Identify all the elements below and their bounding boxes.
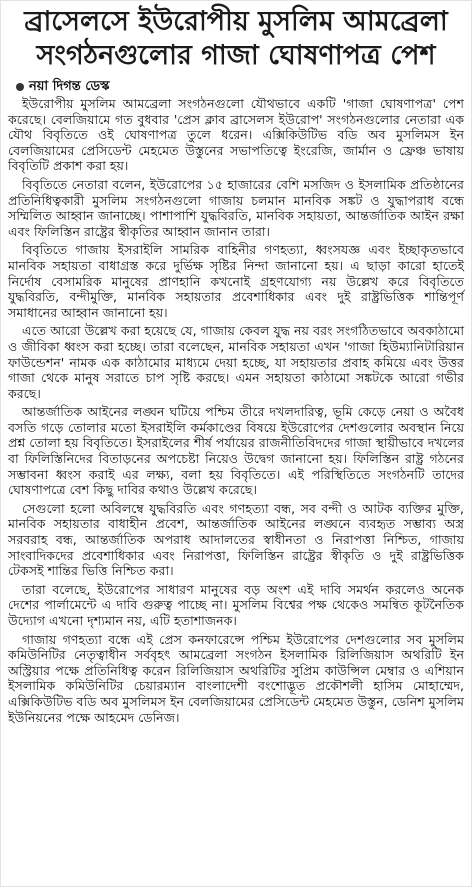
paragraph-6: সেগুলো হলো অবিলম্বে যুদ্ধবিরতি এবং গণহত্যা বন্ধ, সব বন্দী ও আটক ব্যক্তির মুক্তি, মানবিক সহায়তার বাধাহীন প্রবেশ, আন্তর্জাতিক আইনের লঙ্ঘনে ব্যবহৃত সম্ভাব্য অস্ত্র সরবরাহ বন্ধ, আন্তর্জাতিক অপরাধ আদালতের স্বাধীনতা ও নিরাপত্তা নিশ্চিত, গাজায় সাংবাদিকদের প্রবেশাধিকার এবং নিরাপত্তা, ফিলিস্তিন রাষ্ট্রের স্বীকৃতি ও দুই রাষ্ট্রভিত্তিক টেকসই শান্তির ভিত্তি নিশ্চিত করা। — [8, 500, 464, 579]
article-body — [8, 96, 464, 725]
paragraph-8: গাজায় গণহত্যা বন্ধে এই প্রেস কনফারেন্সে পশ্চিম ইউরোপের দেশগুলোর সব মুসলিম কমিউনিটির নেতৃত্বাধীন সর্ববৃহৎ আমব্রেলা সংগঠন ইসলামিক রিলিজিয়াস অথরিটি ইন অস্ট্রিয়ার পক্ষে প্রতিনিধিত্ব করেন রিলিজিয়াস অথরিটির সুপ্রিম কাউন্সিল মেম্বার ও এশিয়ান ইসলামিক কমিউনিটির চেয়ারম্যান বাংলাদেশী বংশোদ্ভূত প্রকৌশলী হাসিম মোহাম্মেদ, এক্সিকিউটিভ বডি অব মুসলিমস ইন বেলজিয়ামের প্রেসিডেন্ট মেহমেত উস্তুন, ডেনিশ মুসলিম ইউনিয়নের পক্ষে আহমেদ ডেনিজ। — [8, 631, 464, 725]
byline — [16, 79, 464, 95]
byline-text: নয়া দিগন্ত ডেস্ক — [29, 78, 110, 94]
paragraph-3: বিবৃতিতে গাজায় ইসরাইলি সামরিক বাহিনীর গণহত্যা, ধ্বংসযজ্ঞ এবং ইচ্ছাকৃতভাবে মানবিক সহায়তা বাধাগ্রস্ত করে দুর্ভিক্ষ সৃষ্টির নিন্দা জানানো হয়। এ ছাড়া কারো হাতেই নির্দোষ বেসামরিক মানুষের প্রাণহানি কখনোই গ্রহণযোগ্য নয় উল্লেখ করে বিবৃতিতে যুদ্ধবিরতি, বন্দীমুক্তি, মানবিক সহায়তার প্রবেশাধিকার এবং দুই রাষ্ট্রভিত্তিক শান্তিপূর্ণ সমাধানের আহ্বান জানানো হয়। — [8, 242, 464, 320]
headline — [8, 5, 464, 73]
paragraph-4: এতে আরো উল্লেখ করা হয়েছে যে, গাজায় কেবল যুদ্ধ নয় বরং সংগঠিতভাবে অবকাঠামো ও জীবিকা ধ্বংস করা হচ্ছে। তারা বলেছেন, মানবিক সহায়তা এখন 'গাজা হিউম্যানিটারিয়ান ফাউন্ডেশন' নামক এক কাঠামোর মাধ্যমে দেয়া হচ্ছে, যা সহায়তার প্রবাহ কমিয়ে এবং উত্তর গাজা থেকে মানুষ সরাতে চাপ সৃষ্টি করছে। এমন সহায়তা কাঠামো সঙ্কটকে আরো গভীর করছে। — [8, 323, 464, 401]
paragraph-1: ইউরোপীয় মুসলিম আমব্রেলা সংগঠনগুলো যৌথভাবে একটি 'গাজা ঘোষণাপত্র' পেশ করেছে। বেলজিয়ামে গত বুধবার 'প্রেস ক্লাব ব্রাসেলস ইউরোপ' সংগঠনগুলোর নেতারা এক যৌথ বিবৃতিতে ওই ঘোষণাপত্র তুলে ধরেন। এক্সিকিউটিভ বডি অব মুসলিমস ইন বেলজিয়ামের প্রেসিডেন্ট মেহমেত উস্তুনের সভাপতিত্বে ইংরেজি, জার্মান ও ফ্রেঞ্চ ভাষায় বিবৃতিটি প্রকাশ করা হয়। — [8, 96, 464, 174]
headline-line-1: ব্রাসেলসে ইউরোপীয় মুসলিম আমব্রেলা — [24, 6, 448, 37]
paragraph-5: আন্তর্জাতিক আইনের লঙ্ঘন ঘটিয়ে পশ্চিম তীরে দখলদারিত্ব, ভূমি কেড়ে নেয়া ও অবৈধ বসতি গড়ে তোলার মতো ইসরাইলি কর্মকাণ্ডের বিষয়ে ইউরোপের দেশগুলোর অবস্থান নিয়ে প্রশ্ন তোলা হয় বিবৃতিতে। ইসরাইলের শীর্ষ পর্যায়ের রাজনীতিবিদদের গাজা স্থায়ীভাবে দখলের বা ফিলিস্তিনিদের বিতাড়নের অপচেষ্টা নিয়েও উদ্বেগ জানানো হয়। ফিলিস্তিন রাষ্ট্র গঠনের সম্ভাবনা ধ্বংস করাই এর লক্ষ্য, বলা হয় বিবৃতিতে। এই পরিস্থিতিতে সংগঠনটি তাদের ঘোষণাপত্রে বেশ কিছু দাবির কথাও উল্লেখ করেছে। — [8, 404, 464, 498]
paragraph-2: বিবৃতিতে নেতারা বলেন, ইউরোপের ১৫ হাজারের বেশি মসজিদ ও ইসলামিক প্রতিষ্ঠানের প্রতিনিধিত্বকারী মুসলিম সংগঠনগুলো গাজায় চলমান মানবিক সঙ্কট ও যুদ্ধাপরাধ বন্ধে সম্মিলিত আহ্বান জানাচ্ছে। পাশাপাশি যুদ্ধবিরতি, মানবিক সহায়তা, আন্তর্জাতিক আইন রক্ষা এবং ফিলিস্তিন রাষ্ট্রের স্বীকৃতির আহ্বান জানান তারা। — [8, 176, 464, 239]
paragraph-7: তারা বলেছে, ইউরোপের সাধারণ মানুষের বড় অংশ এই দাবি সমর্থন করলেও অনেক দেশের পার্লামেন্টে এ দাবি গুরুত্ব পাচ্ছে না। মুসলিম বিশ্বের পক্ষ থেকেও সমন্বিত কূটনৈতিক উদ্যোগ এখনো দৃশ্যমান নয়, এটি হতাশাজনক। — [8, 581, 464, 628]
bullet-icon — [16, 83, 24, 91]
headline-line-2: সংগঠনগুলোর গাজা ঘোষণাপত্র পেশ — [36, 40, 436, 71]
